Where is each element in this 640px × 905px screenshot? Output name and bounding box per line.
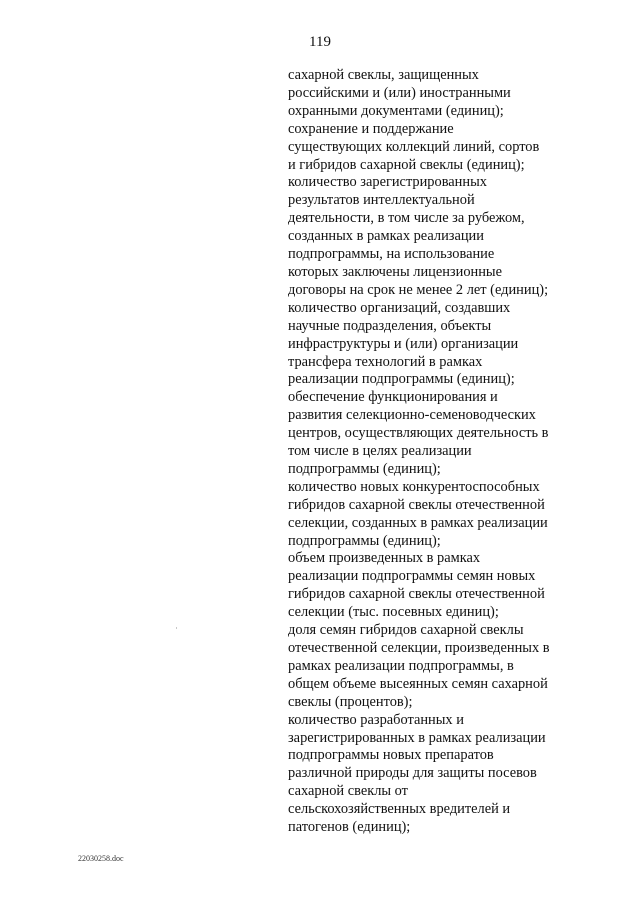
text-line: количество новых конкурентоспособных xyxy=(288,478,540,495)
text-line: подпрограммы (единиц); xyxy=(288,460,441,477)
text-line: подпрограммы, на использование xyxy=(288,246,495,263)
text-line: существующих коллекций линий, сортов xyxy=(288,138,540,155)
text-line: свеклы (процентов); xyxy=(288,693,413,710)
text-line: охранными документами (единиц); xyxy=(288,102,504,119)
text-line: патогенов (единиц); xyxy=(288,819,411,836)
text-line: гибридов сахарной свеклы отечественной xyxy=(288,586,545,603)
text-line: реализации подпрограммы (единиц); xyxy=(288,371,515,388)
text-line: количество организаций, создавших xyxy=(288,299,511,316)
page-number: 119 xyxy=(309,34,331,50)
text-line: деятельности, в том числе за рубежом, xyxy=(288,210,525,227)
text-line: центров, осуществляющих деятельность в xyxy=(288,425,549,442)
text-line: результатов интеллектуальной xyxy=(288,192,475,209)
text-line: сахарной свеклы от xyxy=(288,783,408,800)
text-line: сахарной свеклы, защищенных xyxy=(288,67,479,83)
text-line: развития селекционно-семеноводческих xyxy=(288,407,536,424)
text-line: трансфера технологий в рамках xyxy=(288,353,483,370)
text-line: доля семян гибридов сахарной свеклы xyxy=(288,622,524,639)
text-line: объем произведенных в рамках xyxy=(288,550,481,567)
text-line: селекции (тыс. посевных единиц); xyxy=(288,604,499,621)
text-line: отечественной селекции, произведенных в xyxy=(288,640,550,656)
text-line: реализации подпрограммы семян новых xyxy=(288,568,536,585)
text-line: количество зарегистрированных xyxy=(288,174,487,191)
text-line: том числе в целях реализации xyxy=(288,443,472,460)
text-line: количество разработанных и xyxy=(288,711,464,728)
text-line: общем объеме высеянных семян сахарной xyxy=(288,675,548,692)
text-line: которых заключены лицензионные xyxy=(288,263,502,280)
body-text xyxy=(288,67,588,837)
text-line: и гибридов сахарной свеклы (единиц); xyxy=(288,156,525,173)
text-line: зарегистрированных в рамках реализации xyxy=(288,729,546,746)
text-line: научные подразделения, объекты xyxy=(288,317,492,334)
text-line: различной природы для защиты посевов xyxy=(288,765,537,782)
text-line: инфраструктуры и (или) организации xyxy=(288,335,519,352)
text-line: подпрограммы (единиц); xyxy=(288,532,441,549)
text-line: сельскохозяйственных вредителей и xyxy=(288,801,511,818)
text-line: гибридов сахарной свеклы отечественной xyxy=(288,496,545,513)
scan-speck xyxy=(176,627,177,629)
text-line: российскими и (или) иностранными xyxy=(288,84,511,101)
text-line: обеспечение функционирования и xyxy=(288,389,498,406)
text-line: созданных в рамках реализации xyxy=(288,228,484,245)
text-line: договоры на срок не менее 2 лет (единиц); xyxy=(288,281,549,298)
footer-file-code: 22030258.doc xyxy=(78,854,124,863)
text-line: селекции, созданных в рамках реализации xyxy=(288,514,548,531)
text-line: сохранение и поддержание xyxy=(288,120,454,137)
text-line: подпрограммы новых препаратов xyxy=(288,747,494,764)
text-line: рамках реализации подпрограммы, в xyxy=(288,657,514,674)
